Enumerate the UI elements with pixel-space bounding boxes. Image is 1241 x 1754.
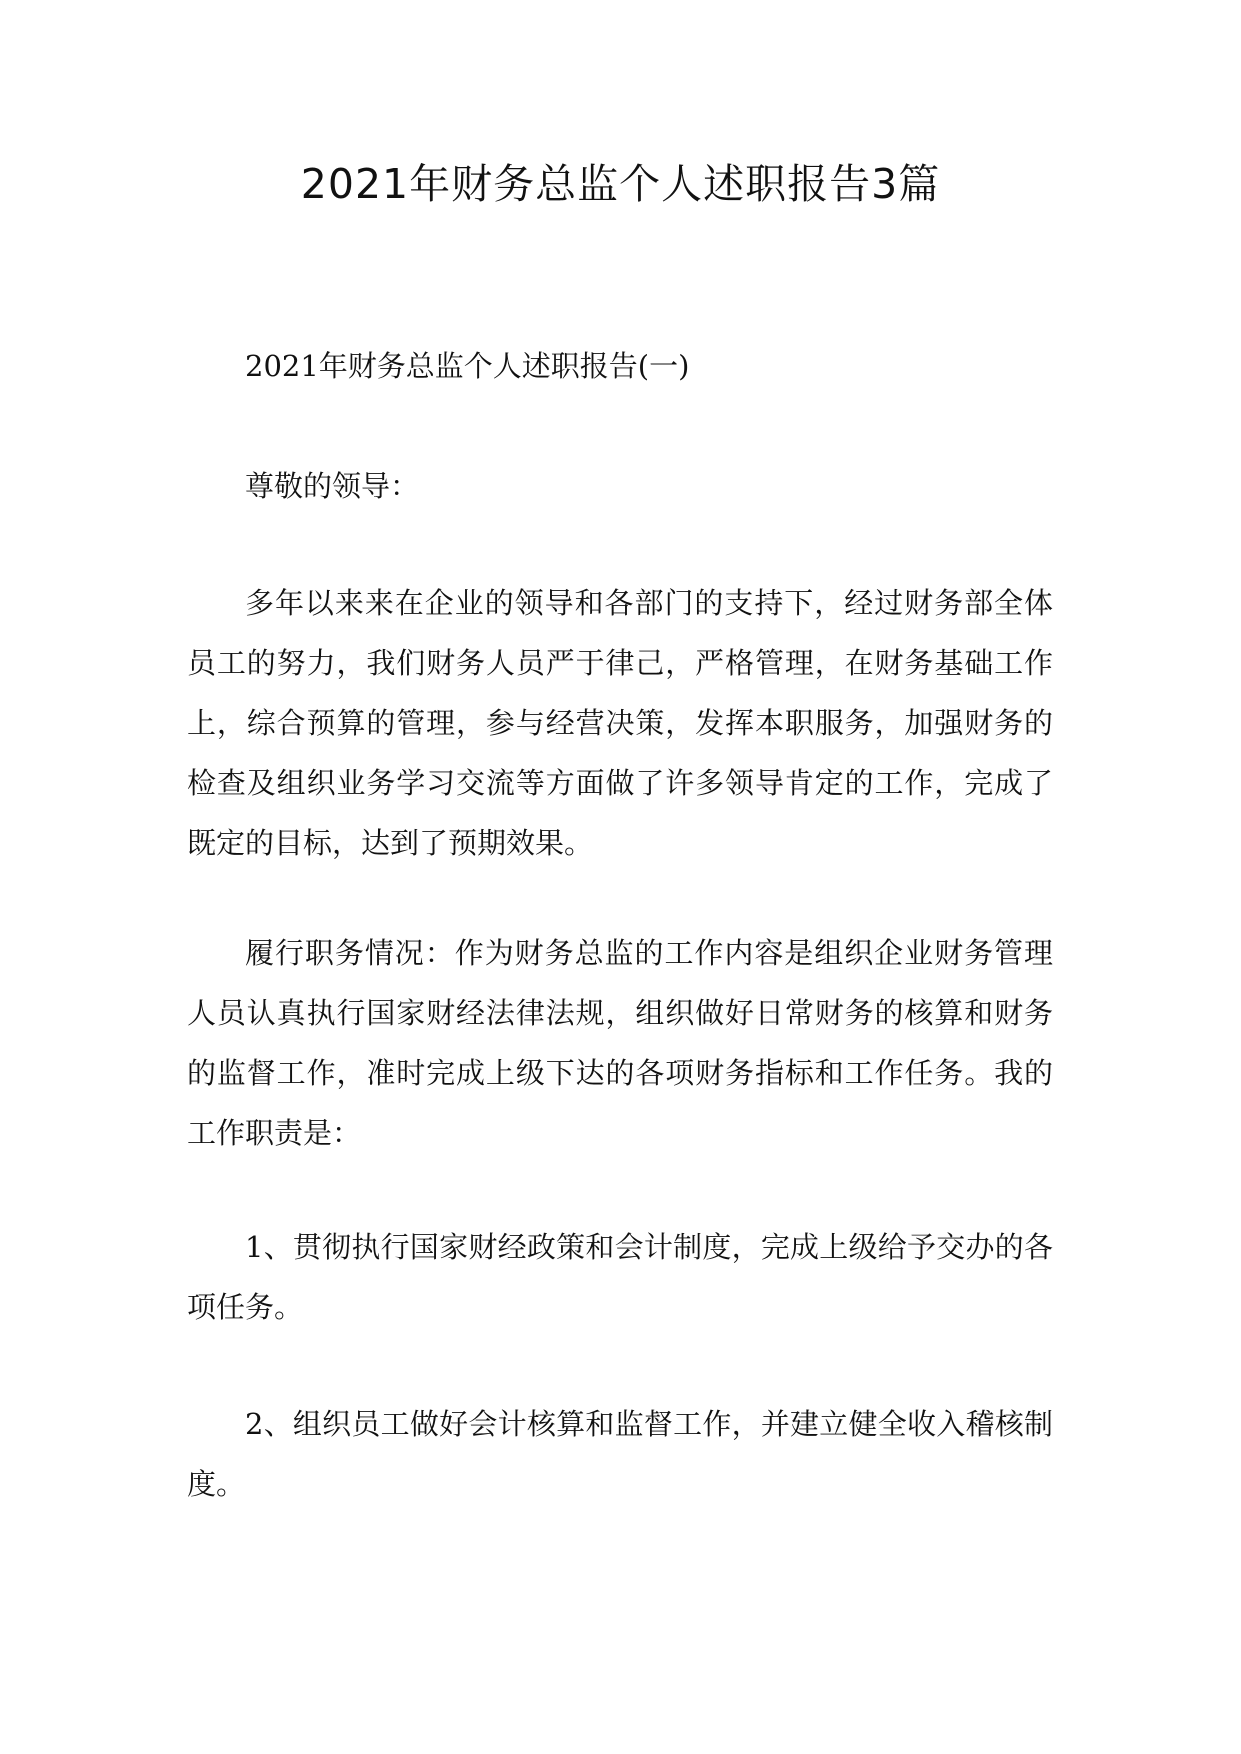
salutation: 尊敬的领导： — [245, 469, 420, 503]
document-title: 2021年财务总监个人述职报告3篇 — [300, 160, 941, 208]
list-item: 1、贯彻执行国家财经政策和会计制度，完成上级给予交办的各项任务。 — [187, 1230, 1053, 1324]
list-item: 2、组织员工做好会计核算和监督工作，并建立健全收入稽核制度。 — [187, 1407, 1053, 1501]
section-heading: 2021年财务总监个人述职报告(一) — [245, 349, 690, 383]
paragraph-intro: 多年以来来在企业的领导和各部门的支持下，经过财务部全体员工的努力，我们财务人员严于律己，严格管理，在财务基础工作上，综合预算的管理，参与经营决策，发挥本职服务，加强财务的检查及组织业务学习交流等方面做了许多领导肯定的工作，完成了既定的目标，达到了预期效果。 — [187, 586, 1053, 860]
paragraph-duties: 履行职务情况：作为财务总监的工作内容是组织企业财务管理人员认真执行国家财经法律法规，组织做好日常财务的核算和财务的监督工作，准时完成上级下达的各项财务指标和工作任务。我的工作职责是： — [187, 936, 1053, 1150]
